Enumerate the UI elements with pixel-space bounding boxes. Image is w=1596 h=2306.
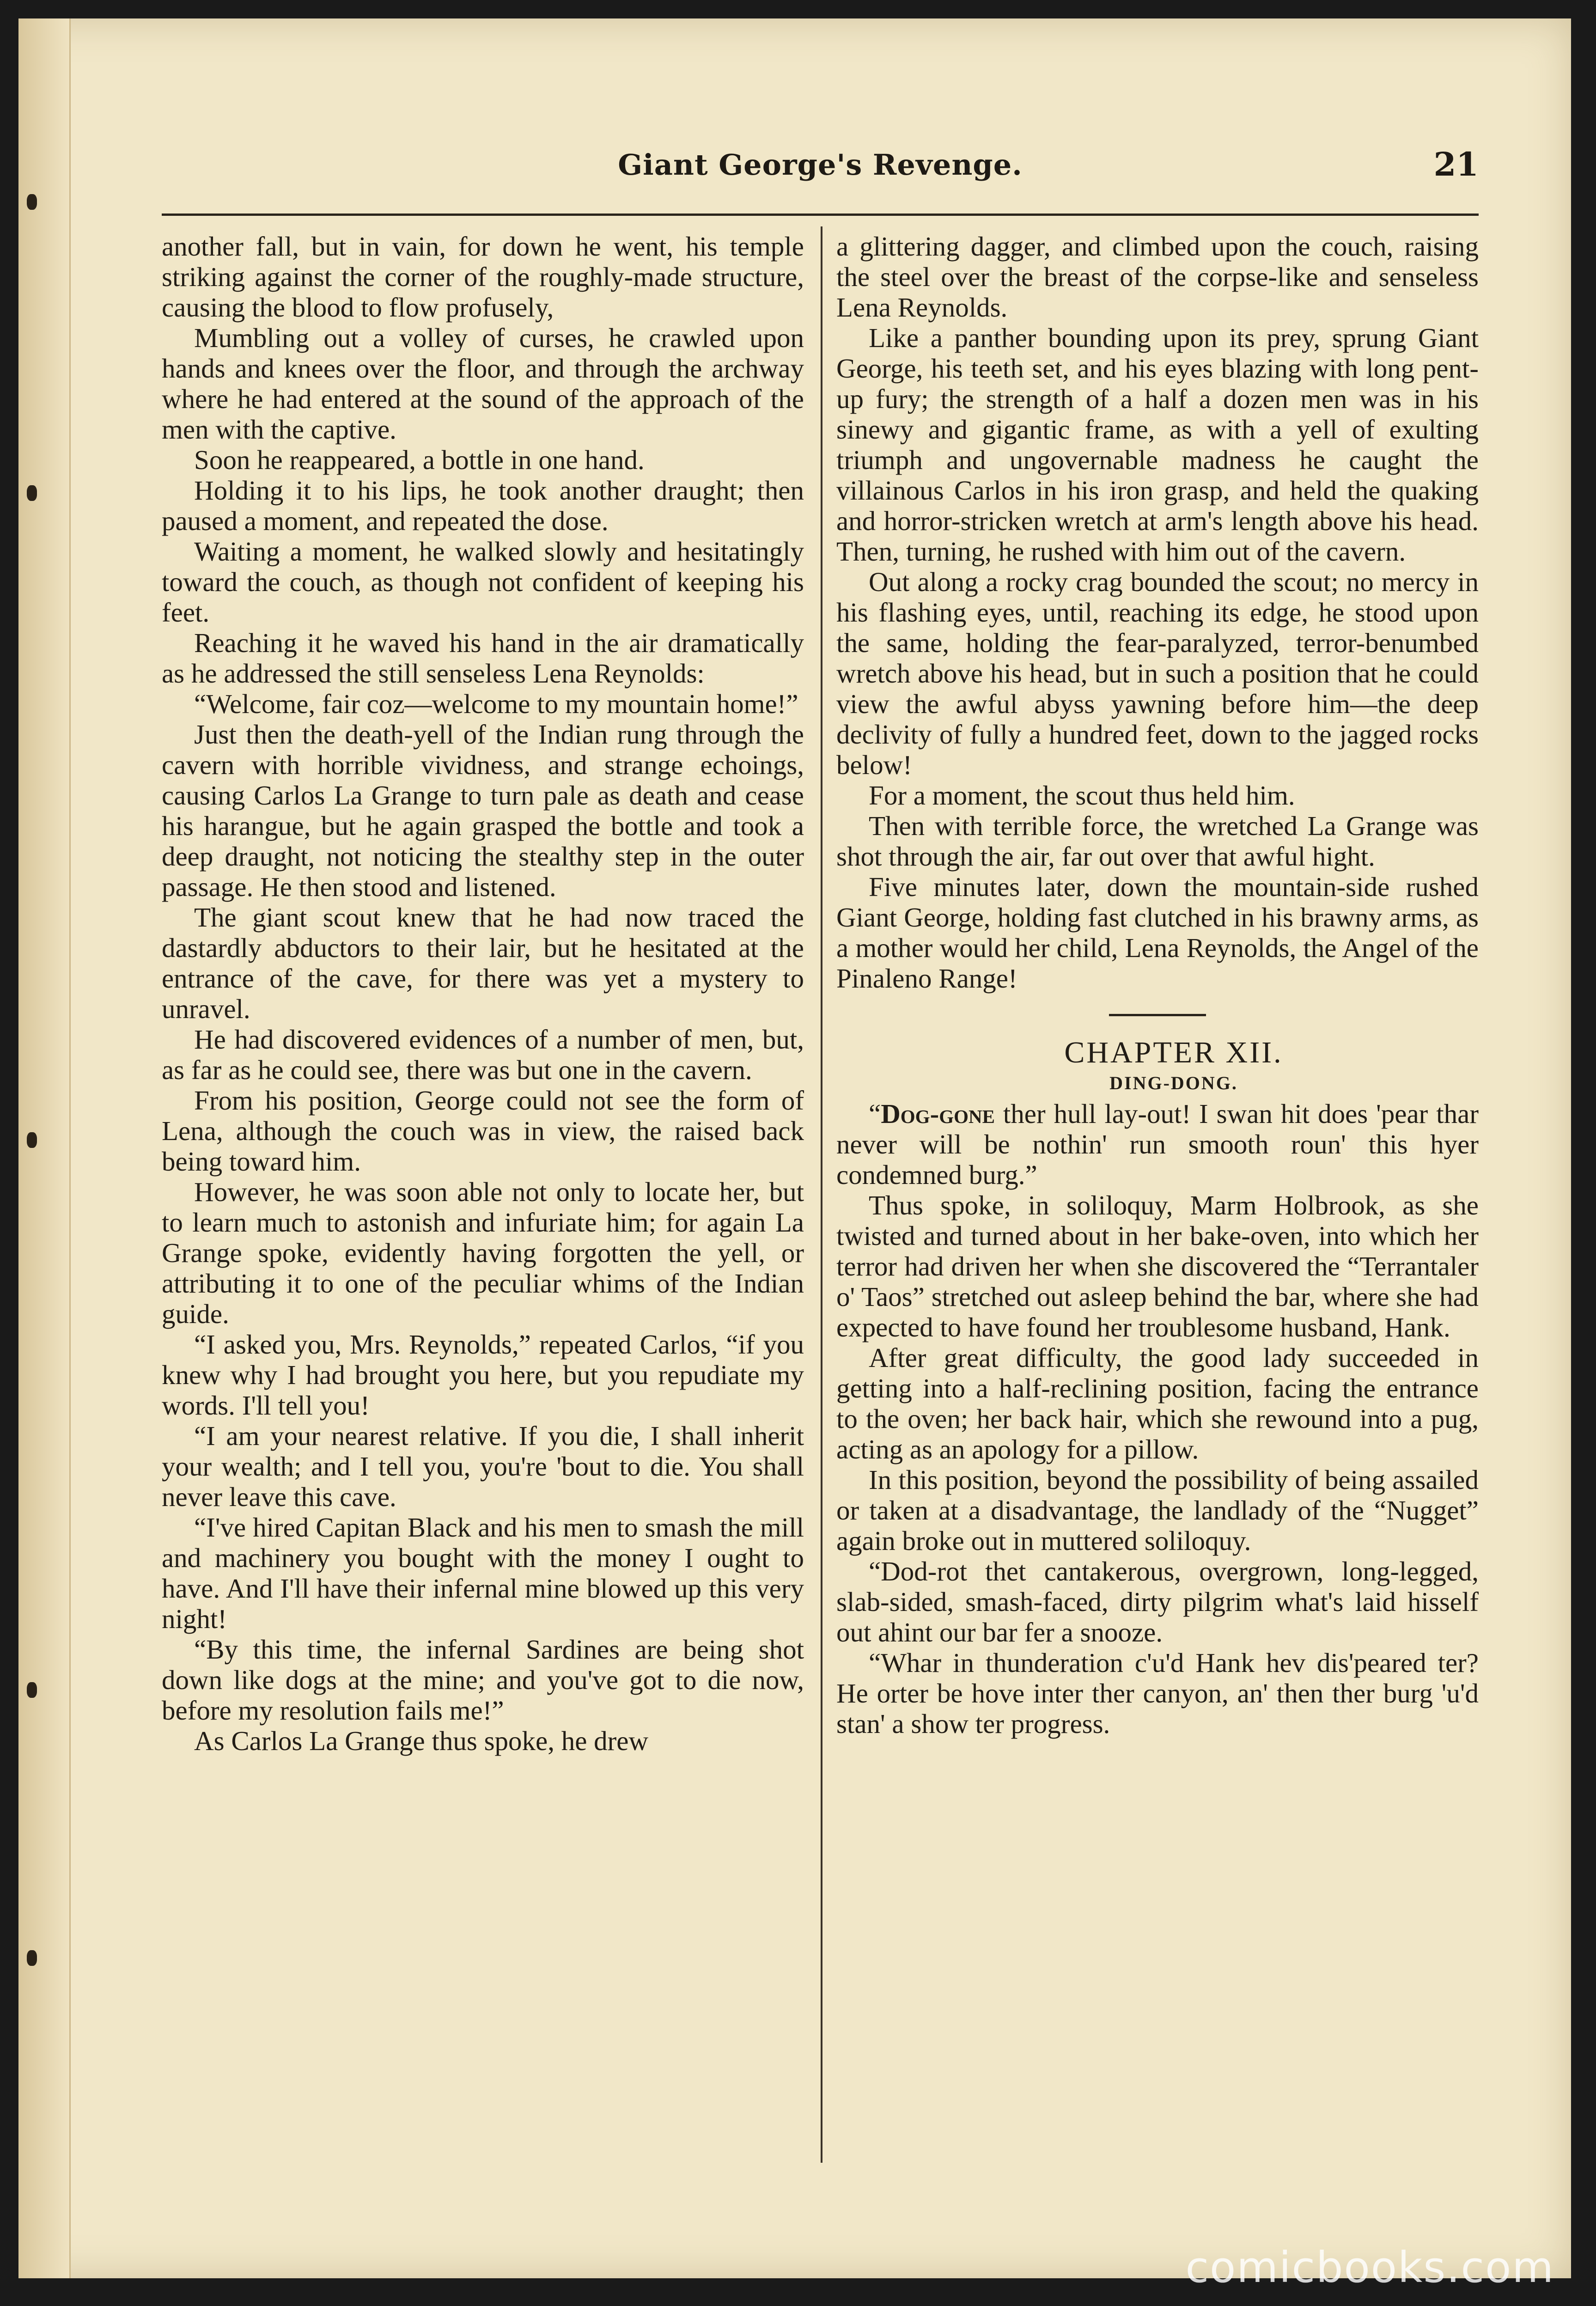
paragraph: Reaching it he waved his hand in the air dramatically as he addressed the still senseless Lena Reynolds: (162, 628, 804, 689)
chapter-title: CHAPTER XII. (1064, 1036, 1283, 1069)
paragraph: Five minutes later, down the mountain-side rushed Giant George, holding fast clutched in his brawny arms, as a mother would her child, Lena Reynolds, the Angel of the Pinaleno Range! (836, 872, 1479, 994)
opening-rest: ther hull lay-out! I swan hit does 'pear thar never will be nothin' run smooth roun' this hyer condemned burg.” (836, 1098, 1479, 1190)
right-column-before-break (836, 231, 1479, 994)
section-break-rule (1109, 1014, 1206, 1016)
paragraph: In this position, beyond the possibility of being assailed or taken at a disadvantage, the landlady of the “Nugget” again broke out in muttered soliloquy. (836, 1464, 1479, 1556)
paragraph: After great difficulty, the good lady succeeded in getting into a half-reclining position, facing the entrance to the oven; her back hair, which she rewound into a pug, acting as an apology for a pillow. (836, 1342, 1479, 1464)
running-title: Giant George's Revenge. (618, 148, 1023, 182)
chapter-subtitle: DING-DONG. (1109, 1073, 1238, 1093)
watermark: comicbooks.com (1185, 2243, 1554, 2292)
binding-stitch (27, 485, 37, 501)
paragraph: However, he was soon able not only to locate her, but to learn much to astonish and infuriate him; for again La Grange spoke, evidently having forgotten the yell, or attributing it to one of the peculiar whims of the Indian guide. (162, 1177, 804, 1329)
paragraph: Just then the death-yell of the Indian rung through the cavern with horrible vividness, and strange echoings, causing Carlos La Grange to turn pale as death and cease his harangue, but he again grasped the bottle and took a deep draught, not noticing the stealthy step in the outer passage. He then stood and listened. (162, 719, 804, 902)
paragraph: Out along a rocky crag bounded the scout; no mercy in his flashing eyes, until, reaching its edge, he stood upon the same, holding the fear-paralyzed, terror-benumbed wretch above his head, but in such a position that he could view the awful abyss yawning before him—the deep declivity of fully a hundred feet, down to the jagged rocks below! (836, 567, 1479, 780)
page-number: 21 (1433, 145, 1479, 183)
paragraph: “Whar in thunderation c'u'd Hank hev dis'peared ter? He orter be hove inter ther canyon, an' then ther burg 'u'd stan' a show ter progress. (836, 1647, 1479, 1739)
column-divider (821, 226, 822, 2163)
header-rule (162, 214, 1479, 216)
binding-stitch (27, 1950, 37, 1966)
chapter-opening-paragraph: “Dog-gone ther hull lay-out! I swan hit does 'pear thar never will be nothin' run smooth roun' this hyer condemned burg.” (836, 1098, 1479, 1190)
paragraph: “Dod-rot thet cantakerous, overgrown, long-legged, slab-sided, smash-faced, dirty pilgrim what's laid hisself out ahint our bar fer a snooze. (836, 1556, 1479, 1647)
paragraph: Waiting a moment, he walked slowly and hesitatingly toward the couch, as though not confident of keeping his feet. (162, 536, 804, 628)
paragraph: “Welcome, fair coz—welcome to my mountain home!” (194, 689, 798, 719)
paragraph: Holding it to his lips, he took another draught; then paused a moment, and repeated the dose. (162, 475, 804, 536)
paragraph: Like a panther bounding upon its prey, sprung Giant George, his teeth set, and his eyes blazing with long pent-up fury; the strength of a half a dozen men was in his sinewy and gigantic frame, as with a yell of exulting triumph and ungovernable madness he caught the villainous Carlos in his iron grasp, and held the quaking and horror-stricken wretch at arm's length above his head. Then, turning, he rushed with him out of the cavern. (836, 323, 1479, 567)
binding-stitch (27, 1682, 37, 1698)
right-column-after-break (836, 1190, 1479, 1739)
opening-small-caps: Dog-gone (881, 1098, 995, 1129)
paragraph: He had discovered evidences of a number of men, but, as far as he could see, there was but one in the cavern. (162, 1024, 804, 1085)
paragraph: a glittering dagger, and climbed upon the couch, raising the steel over the breast of the corpse-like and senseless Lena Reynolds. (836, 231, 1479, 323)
paragraph: “I asked you, Mrs. Reynolds,” repeated Carlos, “if you knew why I had brought you here, but you repudiate my words. I'll tell you! (162, 1329, 804, 1421)
paragraph: Then with terrible force, the wretched La Grange was shot through the air, far out over that awful hight. (836, 811, 1479, 872)
paragraph: another fall, but in vain, for down he went, his temple striking against the corner of the roughly-made structure, causing the blood to flow profusely, (162, 231, 804, 323)
binding-stitch (27, 1132, 37, 1148)
paragraph: Mumbling out a volley of curses, he crawled upon hands and knees over the floor, and through the archway where he had entered at the sound of the approach of the men with the captive. (162, 323, 804, 445)
paragraph: As Carlos La Grange thus spoke, he drew (194, 1726, 649, 1756)
paragraph: From his position, George could not see the form of Lena, although the couch was in view, the raised back being toward him. (162, 1085, 804, 1177)
paragraph: “By this time, the infernal Sardines are being shot down like dogs at the mine; and you've got to die now, before my resolution fails me!” (162, 1634, 804, 1726)
paragraph: The giant scout knew that he had now traced the dastardly abductors to their lair, but he hesitated at the entrance of the cave, for there was yet a mystery to unravel. (162, 902, 804, 1024)
paragraph: “I've hired Capitan Black and his men to smash the mill and machinery you bought with the money I ought to have. And I'll have their infernal mine blowed up this very night! (162, 1512, 804, 1634)
page-header (162, 145, 1479, 199)
paragraph: Thus spoke, in soliloquy, Marm Holbrook, as she twisted and turned about in her bake-oven, into which her terror had driven her when she discovered the “Terrantaler o' Taos” stretched out asleep behind the bar, where she had expected to have found her troublesome husband, Hank. (836, 1190, 1479, 1342)
left-column (162, 231, 804, 2195)
right-column (836, 231, 1479, 2195)
binding-gutter (18, 18, 71, 2278)
paragraph: Soon he reappeared, a bottle in one hand. (194, 445, 645, 475)
paragraph: “I am your nearest relative. If you die, I shall inherit your wealth; and I tell you, you're 'bout to die. You shall never leave this cave. (162, 1421, 804, 1512)
paragraph: For a moment, the scout thus held him. (869, 780, 1295, 811)
binding-stitch (27, 194, 37, 210)
